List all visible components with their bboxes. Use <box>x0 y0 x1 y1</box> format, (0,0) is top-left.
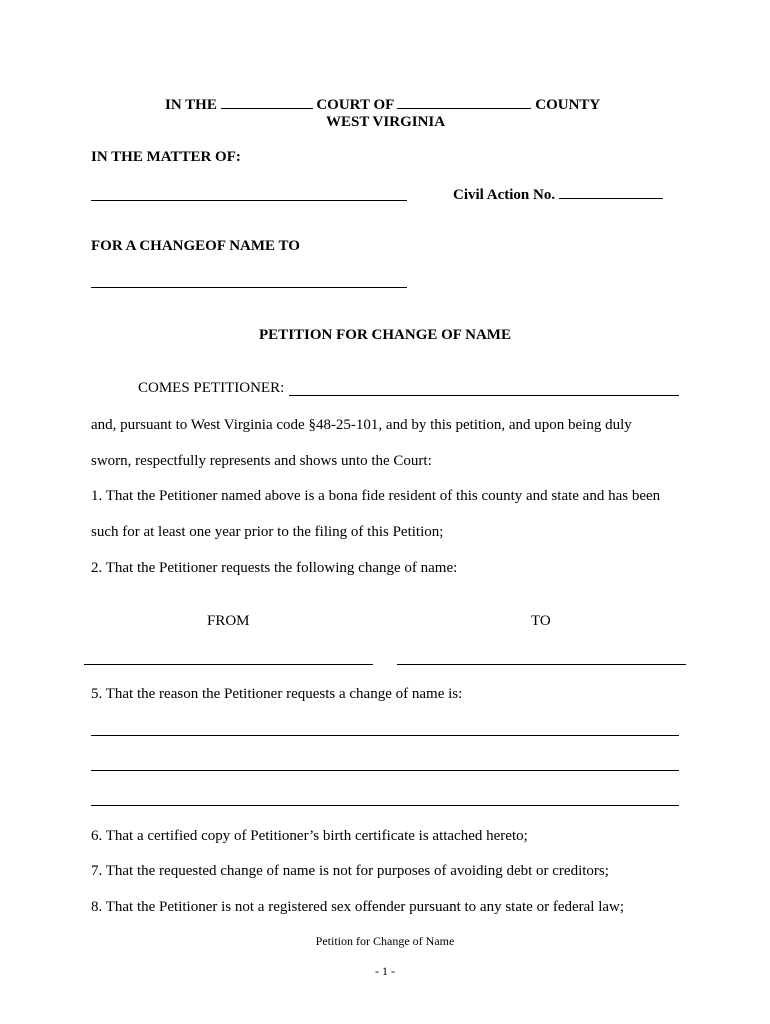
court-name-blank[interactable] <box>221 94 313 109</box>
footer-label: Petition for Change of Name <box>315 934 455 948</box>
reason-line-2[interactable] <box>91 770 679 771</box>
comes-petitioner-row <box>138 379 284 397</box>
civil-action-row <box>453 184 663 204</box>
county-name-blank[interactable] <box>397 94 531 109</box>
to-name-line[interactable] <box>397 664 686 665</box>
intro-line-2: sworn, respectfully represents and shows unto the Court: <box>91 453 432 469</box>
court-middle: COURT OF <box>316 97 394 113</box>
from-label: FROM <box>207 613 250 629</box>
reason-line-1[interactable] <box>91 735 679 736</box>
intro-line-1: and, pursuant to West Virginia code §48-25-101, and by this petition, and upon being duly <box>91 417 632 433</box>
from-name-line[interactable] <box>84 664 373 665</box>
new-name-line[interactable] <box>91 287 407 288</box>
civil-action-label: Civil Action No. <box>453 187 556 203</box>
page-number: - 1 - <box>375 964 395 978</box>
state-label: WEST VIRGINIA <box>326 114 446 130</box>
item-8: 8. That the Petitioner is not a registered sex offender pursuant to any state or federal law; <box>91 899 625 915</box>
civil-action-number-blank[interactable] <box>559 184 663 199</box>
comes-petitioner-label: COMES PETITIONER: <box>138 380 285 396</box>
petitioner-name-line[interactable] <box>91 200 407 201</box>
to-label: TO <box>531 613 551 629</box>
item-5: 5. That the reason the Petitioner requests a change of name is: <box>91 686 463 702</box>
item-7: 7. That the requested change of name is not for purposes of avoiding debt or creditors; <box>91 863 609 879</box>
change-to-label: FOR A CHANGEOF NAME TO <box>91 238 300 254</box>
reason-line-3[interactable] <box>91 805 679 806</box>
item-2: 2. That the Petitioner requests the following change of name: <box>91 560 458 576</box>
matter-label: IN THE MATTER OF: <box>91 149 241 165</box>
item-6: 6. That a certified copy of Petitioner’s birth certificate is attached hereto; <box>91 828 528 844</box>
court-caption-line <box>165 94 600 114</box>
document-title: PETITION FOR CHANGE OF NAME <box>259 327 511 343</box>
item-1-line-1: 1. That the Petitioner named above is a bona fide resident of this county and state and has been <box>91 488 661 504</box>
petitioner-line[interactable] <box>289 395 679 396</box>
court-suffix: COUNTY <box>535 97 601 113</box>
court-prefix: IN THE <box>165 97 217 113</box>
item-1-line-2: such for at least one year prior to the filing of this Petition; <box>91 524 444 540</box>
